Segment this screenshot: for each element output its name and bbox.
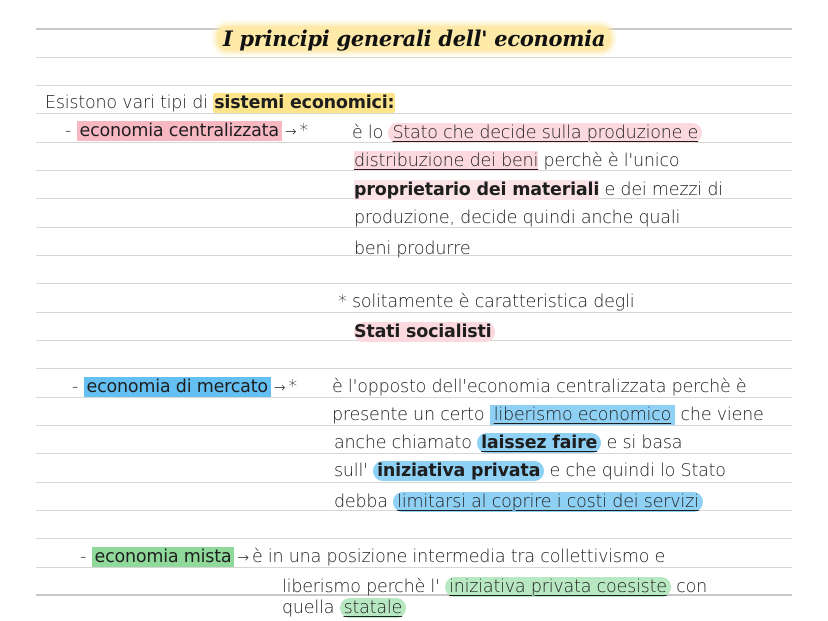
underlined-highlight: distribuzione dei beni <box>354 151 539 171</box>
text: anche chiamato <box>334 433 478 453</box>
text: perchè è l'unico <box>538 151 680 171</box>
mista-label: economia mista <box>92 547 235 567</box>
arrow-right-icon: → <box>273 380 286 396</box>
text: sull' <box>334 461 374 481</box>
text: è in una posizione intermedia tra collettivismo e <box>251 547 666 567</box>
mista-heading <box>80 546 665 569</box>
mista-l2 <box>282 576 707 598</box>
bullet-star-icon: * <box>288 377 297 397</box>
mercato-l1: è l'opposto dell'economia centralizzata perchè è <box>332 377 747 397</box>
highlight-text: limitarsi al coprire i costi dei servizi <box>393 492 703 512</box>
highlight-text: iniziativa privata coesiste <box>445 577 671 597</box>
text: liberismo perchè l' <box>282 577 446 597</box>
text: con <box>670 577 708 597</box>
mercato-label: economia di mercato <box>84 377 271 397</box>
centralizzata-p1-l4: produzione, decide quindi anche quali <box>354 208 681 228</box>
intro-line <box>45 92 395 114</box>
intro-highlight: sistemi economici: <box>214 93 395 113</box>
centralizzata-label: economia centralizzata <box>77 121 282 141</box>
highlight-text: laissez faire <box>477 433 601 453</box>
centralizzata-p1-l3 <box>354 179 723 201</box>
arrow-right-icon: → <box>284 124 297 140</box>
centralizzata-heading <box>65 120 308 143</box>
text: e si basa <box>601 433 683 453</box>
dash: - <box>72 377 79 397</box>
rule-line <box>36 368 792 369</box>
dash: - <box>80 547 87 567</box>
centralizzata-p1-l2 <box>354 150 679 172</box>
text: quella <box>282 598 340 618</box>
highlight-text: liberismo economico <box>490 405 675 425</box>
title-text: I principi generali dell' economia <box>217 26 611 51</box>
centralizzata-p1-l1 <box>352 122 702 144</box>
page-title <box>0 26 828 51</box>
bullet-star-icon: * <box>338 292 347 312</box>
mercato-l5 <box>334 491 703 513</box>
rule-line <box>36 283 792 284</box>
text: presente un certo <box>332 405 490 425</box>
highlight-text: Stati socialisti <box>354 322 495 342</box>
highlight-text: statale <box>340 598 407 618</box>
text: che viene <box>675 405 764 425</box>
mercato-l4 <box>334 460 726 482</box>
rule-line <box>36 538 792 539</box>
text: debba <box>334 492 394 512</box>
mercato-l2 <box>332 404 764 426</box>
rule-line <box>36 85 792 86</box>
intro-text: Esistono vari tipi di <box>45 93 214 113</box>
text: e che quindi lo Stato <box>544 461 726 481</box>
text: è lo <box>352 123 389 143</box>
centralizzata-p1-l5: beni produrre <box>354 239 471 259</box>
text: e dei mezzi di <box>599 180 723 200</box>
underlined-highlight: Stato che decide sulla produzione e <box>388 123 702 143</box>
highlight-text: iniziativa privata <box>373 461 544 481</box>
mista-l3 <box>282 597 406 619</box>
arrow-right-icon: → <box>237 550 249 566</box>
rule-line <box>36 482 792 483</box>
centralizzata-p2-l1 <box>338 291 634 313</box>
rule-line <box>36 57 792 58</box>
text: solitamente è caratteristica degli <box>351 292 635 312</box>
centralizzata-p2-l2 <box>354 321 495 343</box>
mercato-l3 <box>334 432 682 454</box>
dash: - <box>65 121 72 141</box>
bold-text: proprietario dei materiali <box>354 180 600 200</box>
mercato-heading <box>72 376 297 399</box>
bullet-star-icon: * <box>299 121 308 141</box>
